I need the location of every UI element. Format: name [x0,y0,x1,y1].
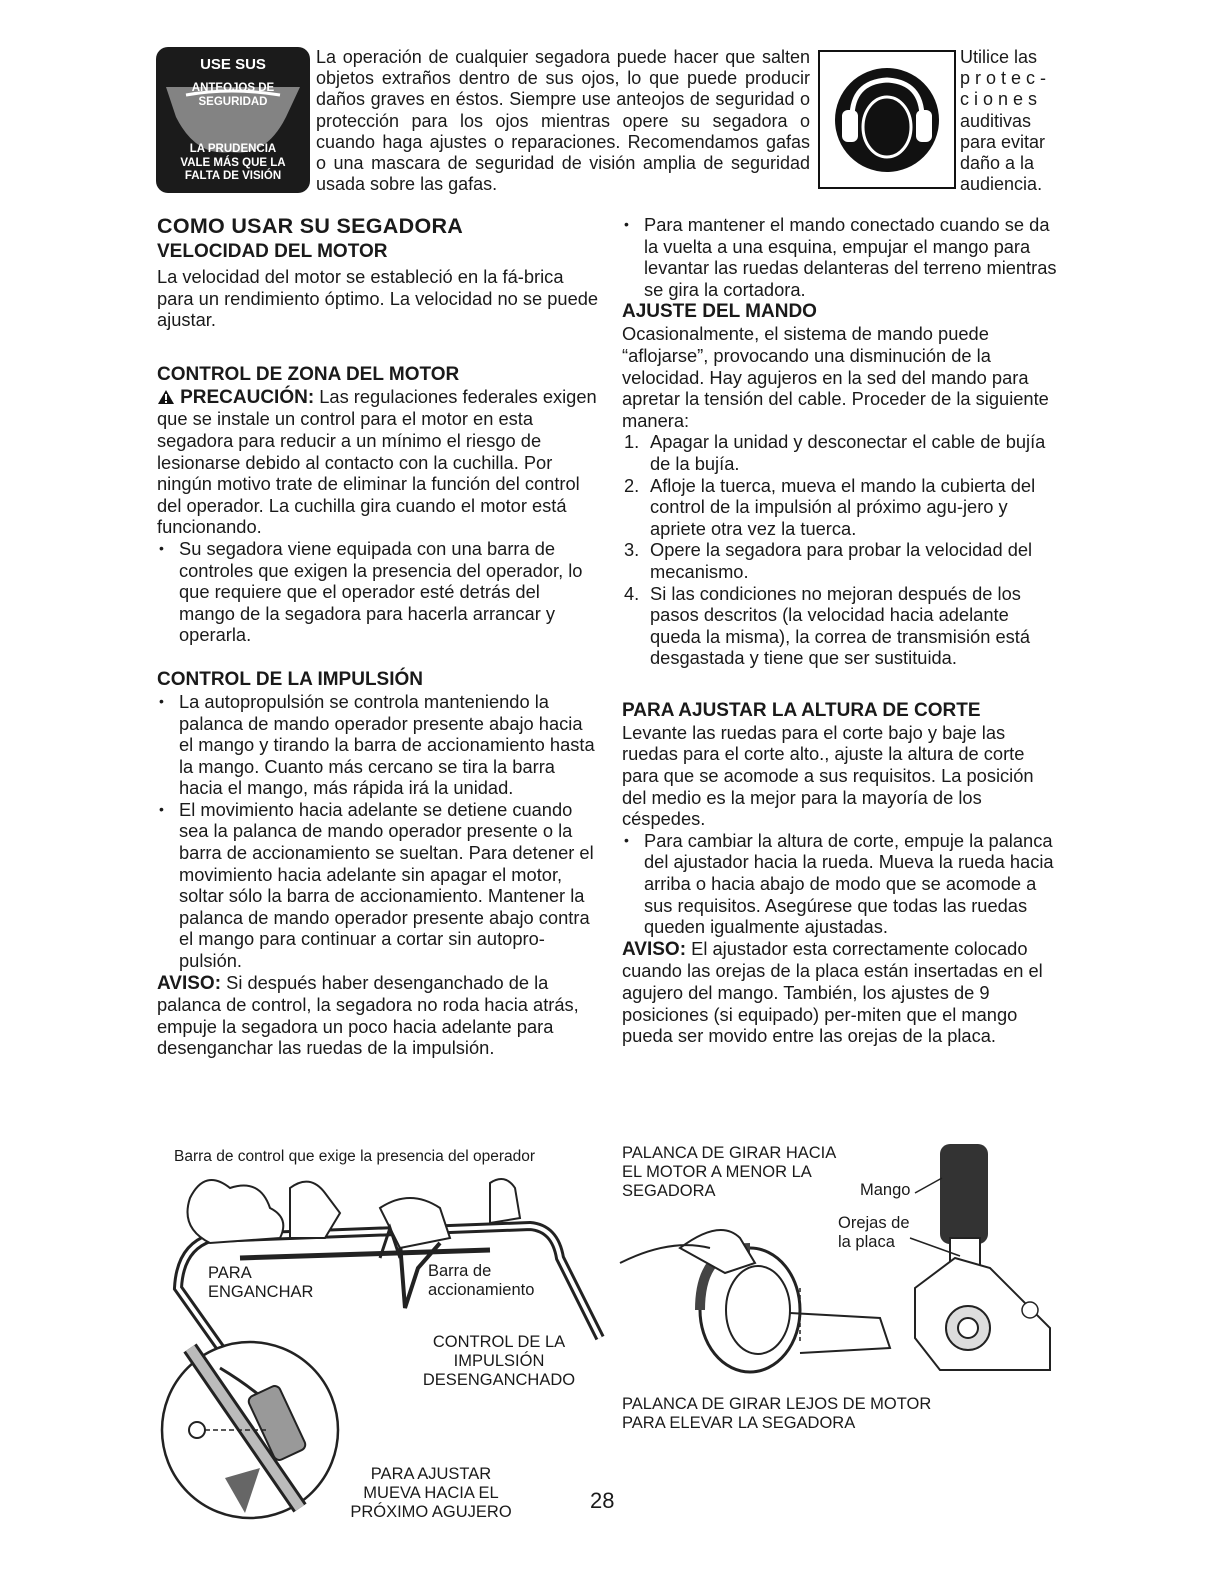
disengaged-label: CONTROL DE LA IMPULSIÓN DESENGANCHADO [422,1333,576,1389]
zone-bullet: • Su segadora viene equipada con una barra de controles que exigen la presencia del operador, lo que requiere que el operador esté detrás del mango de la segadora para hacerla arrancar y operarla. [157,538,599,646]
safety-glasses-badge [156,47,310,193]
ear-protection-icon [820,52,954,187]
drive-bar-label: Barra de accionamiento [428,1262,535,1299]
drive-adjust-title: AJUSTE DEL MANDO [622,301,817,323]
badge-line-2: ANTEOJOS DE [191,82,275,94]
cut-height-bullet: • Para cambiar la altura de corte, empuje la palanca del ajustador hacia la rueda. Mueva la rueda hacia arriba o hacia abajo de modo que se acomode a sus requisitos. Asegúrese que todas las ruedas queden igualmente ajustadas. [622,830,1062,938]
warning-icon [157,388,175,404]
badge-line-5: VALE MÁS QUE LA [180,156,286,169]
page-number: 28 [590,1488,615,1513]
notice-label-2: AVISO: [622,938,687,960]
notice-text: Si después haber desenganchado de la palanca de control, la segadora no roda hacia atrás, empuje la segadora un poco hacia adelante para desenganchar las ruedas de la impulsión. [157,971,579,1059]
cut-height-title: PARA AJUSTAR LA ALTURA DE CORTE [622,699,981,721]
hearing-protection-box [818,50,956,189]
badge-line-3: SEGURIDAD [198,96,268,108]
notice-label: AVISO: [157,972,222,994]
notice-text-2: El ajustador esta correctamente colocado cuando las orejas de la placa están insertadas en el agujero del mango. También, los ajustes de 9 posiciones (si equipado) per-miten que el mango pueda ser movido entre las orejas de la placa. [622,937,1043,1047]
drive-adjust-text: Ocasionalmente, el sistema de mando puede “aflojarse”, provocando una disminución de la velocidad. Hay agujeros en la sed del mando para apretar la tensión del cable. Proceder de la siguiente manera: [622,323,1049,431]
eye-protection-text: La operación de cualquier segadora puede hacer que salten objetos extraños dentro de sus ojos, lo que puede producir daños graves en éstos. Siempre use anteojos de seguridad o protección para los ojos mientras opere su segadora o cuando haga ajustes o reparaciones. Recomendamos gafas o una mascara de seguridad de visión amplia de seguridad usada sobre las gafas. [316,47,810,195]
cut-height-notice [622,938,1062,1047]
operator-bar-caption: Barra de control que exige la presencia del operador [174,1148,536,1165]
step-2: 2. Afloje la tuerca, mueva el mando la cubierta del control de la impulsión al próximo agu-jero y apriete otra vez la tuerca. [624,474,1036,539]
hearing-protection-text: Utilice las p r o t e c - c i o n e s auditivas para evitar daño a la audiencia. [960,47,1047,195]
drive-bullet-1: • La autopropulsión se controla manteniendo la palanca de mando operador presente abajo hacia el mango y tirando la barra de accionamiento hasta la mango. Cuanto más cercano se tira la barra hacia el mango, más rápida irá la unidad. [157,691,599,799]
drive-control-title: CONTROL DE LA IMPULSIÓN [157,668,423,690]
right-column [622,214,1062,1047]
step-4: 4. Si las condiciones no mejoran después de los pasos descritos (la velocidad hacia adelante queda la misma), la correa de transmisión está desgastada y tiene que ser sustituida. [624,582,1031,669]
engage-label: PARA ENGANCHAR [208,1264,314,1301]
lever-toward-label: PALANCA DE GIRAR HACIA EL MOTOR A MENOR LA SEGADORA [622,1144,837,1200]
cut-height-illustration [610,1138,1070,1383]
section-title: COMO USAR SU SEGADORA [157,214,464,238]
cut-height-text: Levante las ruedas para el corte bajo y baje las ruedas para el corte alto., ajuste la altura de corte para que se acomode a sus requisitos. La posición del medio es la mejor para la mayoría de los céspedes. [622,721,1034,830]
caution-text: Las regulaciones federales exigen que se instale un control para el motor en esta segadora para reducir a un mínimo el riesgo de lesionarse debido al contacto con la cuchilla. Por ningún motivo trate de eliminar la función del control del operador. La cuchilla gira cuando el motor está funcionando. [157,385,597,538]
plate-ears-label: Orejas de la placa [838,1214,910,1251]
badge-line-4: LA PRUDENCIA [189,143,277,155]
caution-paragraph [157,386,599,538]
lever-away-label: PALANCA DE GIRAR LEJOS DE MOTOR PARA ELEVAR LA SEGADORA [622,1395,932,1432]
zone-control-title: CONTROL DE ZONA DEL MOTOR [157,363,460,385]
step-3: 3. Opere la segadora para probar la velocidad del mecanismo. [624,539,1033,582]
engine-speed-text: La velocidad del motor se estableció en la fá-brica para un rendimiento óptimo. La velocidad no se puede ajustar. [157,266,599,331]
engine-speed-title: VELOCIDAD DEL MOTOR [157,241,388,262]
caution-label: PRECAUCIÓN: [180,386,315,408]
adjust-hole-label: PARA AJUSTAR MUEVA HACIA EL PRÓXIMO AGUJERO [350,1465,512,1521]
step-1: 1. Apagar la unidad y desconectar el cable de bujía de la bujía. [624,431,1046,474]
drive-bullet-2: • El movimiento hacia adelante se detiene cuando sea la palanca de mando operador presente o la barra de accionamiento se sueltan. Para detener el movimiento hacia adelante sin apagar el motor, soltar sólo la barra de accionamiento. Mantener la palanca de mando operador presente abajo contra el mango para continuar a cortar sin autopro-pulsión. [157,799,599,972]
corner-bullet: • Para mantener el mando conectado cuando se da la vuelta a una esquina, empujar el mango para levantar las ruedas delanteras del terreno mientras se gira la cortadora. [622,214,1062,300]
handle-label: Mango [860,1181,911,1199]
drive-notice [157,972,599,1059]
badge-line-1: USE SUS [200,56,266,73]
badge-line-6: FALTA DE VISIÓN [184,170,282,182]
left-column [157,214,599,1059]
